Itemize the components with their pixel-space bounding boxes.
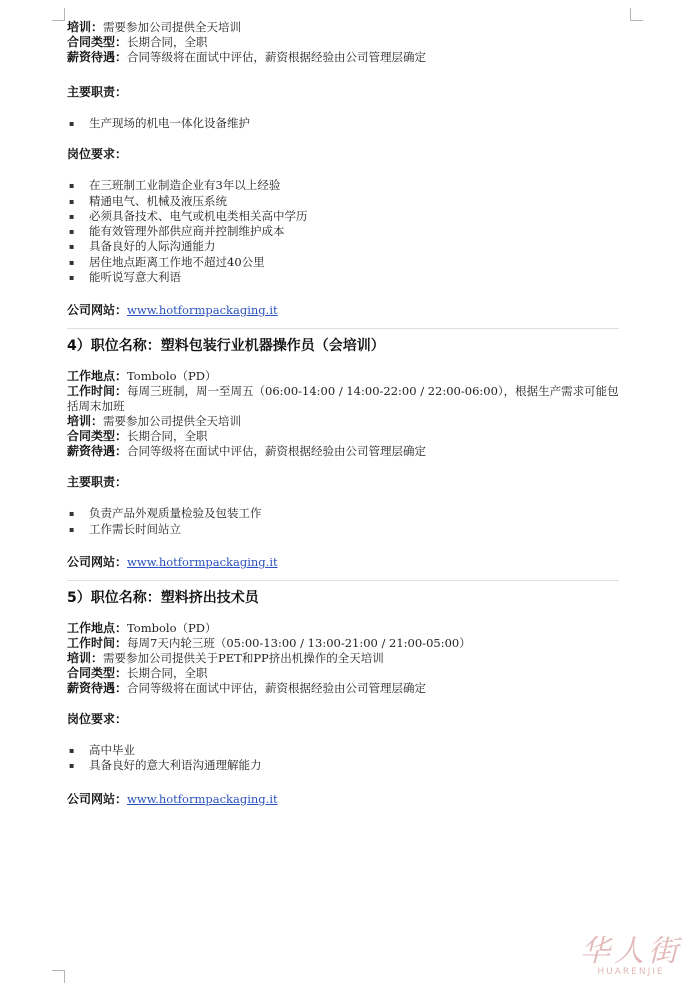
list-item: ▪ 精通电气、机械及液压系统 [89, 194, 627, 209]
website-line: 公司网站：www.hotformpackaging.it [67, 303, 278, 318]
training-line: 培训：需要参加公司提供全天培训 [67, 20, 242, 34]
list-item: ▪ 居住地点距离工作地不超过40公里 [89, 255, 627, 270]
list-item: ▪ 必须具备技术、电气或机电类相关高中学历 [89, 209, 627, 224]
job4-training-line: 培训：需要参加公司提供全天培训 [67, 414, 242, 429]
page-corner-mark [52, 8, 65, 21]
job4-website-line: 公司网站：www.hotformpackaging.it [67, 554, 278, 569]
job4-duties-heading: 主要职责： [67, 475, 128, 490]
job5-salary-line: 薪资待遇：合同等级将在面试中评估，薪资根据经验由公司管理层确定 [67, 680, 427, 695]
duties-list [67, 116, 627, 131]
section-divider [67, 580, 619, 581]
website-link[interactable]: www.hotformpackaging.it [127, 791, 278, 806]
job4-title: 4）职位名称：塑料包装行业机器操作员（会培训） [67, 338, 385, 355]
job5-location-line: 工作地点：Tombolo（PD） [67, 620, 217, 635]
job4-salary-line: 薪资待遇：合同等级将在面试中评估，薪资根据经验由公司管理层确定 [67, 444, 427, 459]
duties-heading: 主要职责： [67, 85, 128, 99]
list-item: ▪ 具备良好的意大利语沟通理解能力 [89, 758, 627, 773]
job4-duties-list [67, 506, 627, 537]
list-item: ▪ 具备良好的人际沟通能力 [89, 239, 627, 254]
website-link[interactable]: www.hotformpackaging.it [127, 554, 278, 569]
contract-line: 合同类型：长期合同，全职 [67, 35, 208, 49]
salary-line: 薪资待遇：合同等级将在面试中评估，薪资根据经验由公司管理层确定 [67, 50, 427, 64]
watermark-logo: 华人街 HUARENJIE [580, 934, 682, 977]
job5-title: 5）职位名称：塑料挤出技术员 [67, 589, 259, 606]
job5-requirements-list [67, 743, 627, 774]
section-divider [67, 328, 619, 329]
job5-training-line: 培训：需要参加公司提供关于PET和PP挤出机操作的全天培训 [67, 650, 384, 665]
job4-contract-line: 合同类型：长期合同，全职 [67, 429, 208, 444]
list-item: ▪ 生产现场的机电一体化设备维护 [89, 116, 627, 131]
requirements-heading: 岗位要求： [67, 147, 128, 162]
website-link[interactable]: www.hotformpackaging.it [127, 303, 278, 318]
requirements-list [67, 178, 627, 285]
list-item: ▪ 负责产品外观质量检验及包装工作 [89, 506, 627, 521]
list-item: ▪ 能有效管理外部供应商并控制维护成本 [89, 224, 627, 239]
job5-hours-line: 工作时间：每周7天内轮三班（05:00-13:00 / 13:00-21:00 / 21:00-05:00） [67, 635, 471, 650]
document-page [67, 20, 627, 807]
job5-requirements-heading: 岗位要求： [67, 711, 128, 726]
list-item: ▪ 工作需长时间站立 [89, 522, 627, 537]
list-item: ▪ 高中毕业 [89, 743, 627, 758]
list-item: ▪ 能听说写意大利语 [89, 270, 627, 285]
job4-location-line: 工作地点：Tombolo（PD） [67, 369, 217, 384]
job5-contract-line: 合同类型：长期合同，全职 [67, 665, 208, 680]
page-corner-mark [52, 970, 65, 983]
list-item: ▪ 在三班制工业制造企业有3年以上经验 [89, 178, 627, 193]
job5-website-line: 公司网站：www.hotformpackaging.it [67, 791, 278, 806]
job4-hours-line: 工作时间：每周三班制，周一至周五（06:00-14:00 / 14:00-22:00 / 22:00-06:00），根据生产需求可能包括周末加班 [67, 384, 619, 414]
page-corner-mark [630, 8, 643, 21]
